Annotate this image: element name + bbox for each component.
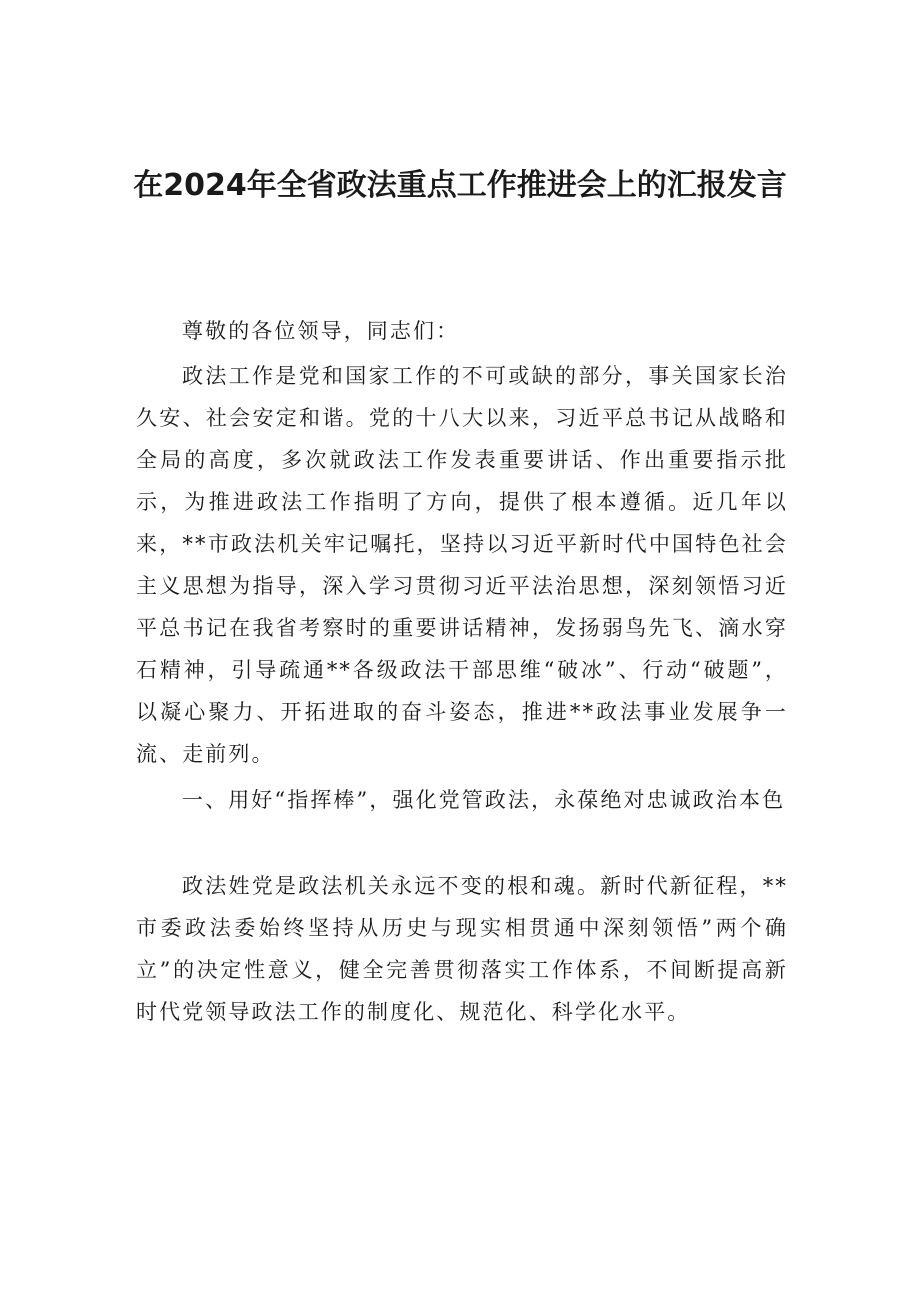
paragraph-section-1: 政法姓党是政法机关永远不变的根和魂。新时代新征程，**市委政法委始终坚持从历史与现实相贯通中深刻领悟”两个确立”的决定性意义，健全完善贯彻落实工作体系，不间断提高新时代党领导政法工作的制度化、规范化、科学化水平。 <box>136 874 788 1024</box>
salutation: 尊敬的各位领导，同志们： <box>182 319 460 343</box>
paragraph-intro: 政法工作是党和国家工作的不可或缺的部分，事关国家长治久安、社会安定和谐。党的十八大以来，习近平总书记从战略和全局的高度，多次就政法工作发表重要讲话、作出重要指示批示，为推进政法工作指明了方向，提供了根本遵循。近几年以来，**市政法机关牢记嘱托，坚持以习近平新时代中国特色社会主义思想为指导，深入学习贯彻习近平法治思想，深刻领悟习近平总书记在我省考察时的重要讲话精神，发扬弱鸟先飞、滴水穿石精神，引导疏通**各级政法干部思维“破冰”、行动“破题”，以凝心聚力、开拓进取的奋斗姿态，推进**政法事业发展争一流、走前列。 <box>136 364 788 766</box>
document-title: 在2024年全省政法重点工作推进会上的汇报发言 <box>133 168 787 203</box>
section-heading-1: 一、用好“指挥棒”，强化党管政法，永葆绝对忠诚政治本色 <box>182 788 786 812</box>
